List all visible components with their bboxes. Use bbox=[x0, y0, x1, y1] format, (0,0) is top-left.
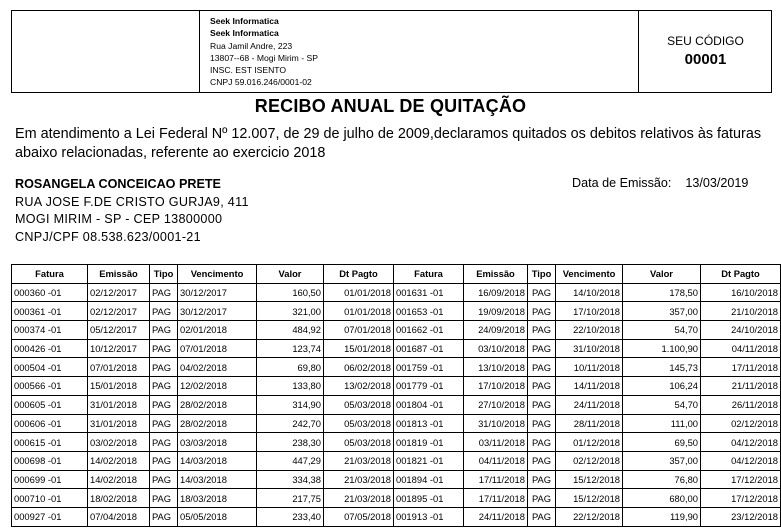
type-cell: PAG bbox=[528, 414, 556, 433]
table-row bbox=[394, 377, 781, 396]
due-date-cell: 17/10/2018 bbox=[556, 302, 623, 321]
table-row bbox=[12, 395, 394, 414]
company-address: Rua Jamil Andre, 223 bbox=[210, 40, 293, 51]
invoice-cell: 000566 -01 bbox=[12, 377, 88, 396]
type-cell: PAG bbox=[150, 377, 178, 396]
company-state-registration: INSC. EST ISENTO bbox=[210, 65, 287, 76]
amount-cell: 314,90 bbox=[257, 395, 324, 414]
due-date-cell: 31/10/2018 bbox=[556, 339, 623, 358]
invoice-cell: 001813 -01 bbox=[394, 414, 464, 433]
client-info bbox=[15, 176, 249, 246]
amount-cell: 69,50 bbox=[623, 433, 701, 452]
column-header: Emissão bbox=[88, 265, 150, 284]
issue-date-cell: 24/09/2018 bbox=[464, 321, 528, 340]
table-row bbox=[394, 489, 781, 508]
payment-date-cell: 04/11/2018 bbox=[701, 339, 781, 358]
amount-cell: 242,70 bbox=[257, 414, 324, 433]
amount-cell: 321,00 bbox=[257, 302, 324, 321]
invoice-table-right bbox=[393, 264, 781, 527]
emission-date-value: 13/03/2019 bbox=[685, 176, 749, 190]
invoice-cell: 001819 -01 bbox=[394, 433, 464, 452]
emission-date bbox=[572, 176, 748, 190]
payment-date-cell: 21/03/2018 bbox=[324, 489, 394, 508]
issue-date-cell: 15/01/2018 bbox=[88, 377, 150, 396]
issue-date-cell: 07/04/2018 bbox=[88, 507, 150, 526]
issue-date-cell: 31/01/2018 bbox=[88, 414, 150, 433]
type-cell: PAG bbox=[528, 395, 556, 414]
type-cell: PAG bbox=[528, 377, 556, 396]
amount-cell: 54,70 bbox=[623, 395, 701, 414]
column-header: Tipo bbox=[528, 265, 556, 284]
company-name: Seek Informatica bbox=[210, 28, 279, 39]
invoice-table-left bbox=[11, 264, 394, 527]
payment-date-cell: 01/01/2018 bbox=[324, 302, 394, 321]
company-name: Seek Informatica bbox=[210, 16, 279, 26]
client-city: MOGI MIRIM - SP - CEP 13800000 bbox=[15, 212, 223, 226]
issue-date-cell: 04/11/2018 bbox=[464, 451, 528, 470]
type-cell: PAG bbox=[528, 283, 556, 302]
amount-cell: 238,30 bbox=[257, 433, 324, 452]
payment-date-cell: 21/11/2018 bbox=[701, 377, 781, 396]
invoice-cell: 000606 -01 bbox=[12, 414, 88, 433]
invoice-cell: 000927 -01 bbox=[12, 507, 88, 526]
table-header-row bbox=[394, 265, 781, 284]
invoice-cell: 000374 -01 bbox=[12, 321, 88, 340]
table-row bbox=[394, 433, 781, 452]
due-date-cell: 14/10/2018 bbox=[556, 283, 623, 302]
client-document: CNPJ/CPF 08.538.623/0001-21 bbox=[15, 229, 201, 244]
column-header: Dt Pagto bbox=[324, 265, 394, 284]
issue-date-cell: 14/02/2018 bbox=[88, 451, 150, 470]
table-row bbox=[12, 433, 394, 452]
company-city: 13807--68 - Mogi Mirim - SP bbox=[210, 52, 318, 63]
table-row bbox=[12, 489, 394, 508]
table-row bbox=[12, 451, 394, 470]
due-date-cell: 24/11/2018 bbox=[556, 395, 623, 414]
invoice-cell: 001913 -01 bbox=[394, 507, 464, 526]
issue-date-cell: 02/12/2017 bbox=[88, 283, 150, 302]
amount-cell: 133,80 bbox=[257, 377, 324, 396]
type-cell: PAG bbox=[528, 358, 556, 377]
issue-date-cell: 17/11/2018 bbox=[464, 470, 528, 489]
amount-cell: 357,00 bbox=[623, 302, 701, 321]
due-date-cell: 01/12/2018 bbox=[556, 433, 623, 452]
invoice-cell: 001894 -01 bbox=[394, 470, 464, 489]
column-header: Valor bbox=[257, 265, 324, 284]
issue-date-cell: 17/11/2018 bbox=[464, 489, 528, 508]
column-header: Fatura bbox=[12, 265, 88, 284]
table-row bbox=[12, 507, 394, 526]
due-date-cell: 14/03/2018 bbox=[178, 451, 257, 470]
invoice-cell: 001821 -01 bbox=[394, 451, 464, 470]
table-row bbox=[394, 414, 781, 433]
payment-date-cell: 26/11/2018 bbox=[701, 395, 781, 414]
table-row bbox=[12, 339, 394, 358]
invoice-cell: 001687 -01 bbox=[394, 339, 464, 358]
issue-date-cell: 05/12/2017 bbox=[88, 321, 150, 340]
due-date-cell: 02/01/2018 bbox=[178, 321, 257, 340]
intro-paragraph: Em atendimento a Lei Federal Nº 12.007, de 29 de julho de 2009,declaramos quitados os debitos relativos às faturas abaixo relacionadas, referente ao exercicio 2018 bbox=[15, 126, 762, 161]
amount-cell: 123,74 bbox=[257, 339, 324, 358]
payment-date-cell: 07/01/2018 bbox=[324, 321, 394, 340]
type-cell: PAG bbox=[150, 395, 178, 414]
payment-date-cell: 23/12/2018 bbox=[701, 507, 781, 526]
emission-date-label: Data de Emissão: bbox=[572, 176, 672, 190]
column-header: Dt Pagto bbox=[701, 265, 781, 284]
amount-cell: 447,29 bbox=[257, 451, 324, 470]
issue-date-cell: 31/10/2018 bbox=[464, 414, 528, 433]
payment-date-cell: 06/02/2018 bbox=[324, 358, 394, 377]
table-row bbox=[12, 414, 394, 433]
invoice-cell: 001779 -01 bbox=[394, 377, 464, 396]
issue-date-cell: 03/10/2018 bbox=[464, 339, 528, 358]
table-row bbox=[394, 339, 781, 358]
company-cnpj: CNPJ 59.016.246/0001-02 bbox=[210, 77, 312, 88]
type-cell: PAG bbox=[150, 283, 178, 302]
amount-cell: 69,80 bbox=[257, 358, 324, 377]
column-header: Tipo bbox=[150, 265, 178, 284]
amount-cell: 76,80 bbox=[623, 470, 701, 489]
customer-code-box bbox=[639, 11, 772, 92]
type-cell: PAG bbox=[150, 339, 178, 358]
table-row bbox=[394, 507, 781, 526]
due-date-cell: 15/12/2018 bbox=[556, 470, 623, 489]
customer-code-label: SEU CÓDIGO bbox=[667, 34, 744, 48]
header-divider bbox=[199, 11, 200, 92]
payment-date-cell: 05/03/2018 bbox=[324, 433, 394, 452]
table-row bbox=[12, 470, 394, 489]
table-row bbox=[12, 377, 394, 396]
issue-date-cell: 18/02/2018 bbox=[88, 489, 150, 508]
payment-date-cell: 02/12/2018 bbox=[701, 414, 781, 433]
due-date-cell: 18/03/2018 bbox=[178, 489, 257, 508]
payment-date-cell: 24/10/2018 bbox=[701, 321, 781, 340]
column-header: Fatura bbox=[394, 265, 464, 284]
amount-cell: 217,75 bbox=[257, 489, 324, 508]
amount-cell: 106,24 bbox=[623, 377, 701, 396]
customer-code-value: 00001 bbox=[684, 51, 727, 68]
invoice-cell: 000615 -01 bbox=[12, 433, 88, 452]
type-cell: PAG bbox=[528, 470, 556, 489]
due-date-cell: 10/11/2018 bbox=[556, 358, 623, 377]
amount-cell: 680,00 bbox=[623, 489, 701, 508]
type-cell: PAG bbox=[528, 489, 556, 508]
issue-date-cell: 31/01/2018 bbox=[88, 395, 150, 414]
invoice-cell: 000710 -01 bbox=[12, 489, 88, 508]
amount-cell: 233,40 bbox=[257, 507, 324, 526]
due-date-cell: 22/12/2018 bbox=[556, 507, 623, 526]
header-box bbox=[11, 10, 772, 93]
payment-date-cell: 15/01/2018 bbox=[324, 339, 394, 358]
table-header-row bbox=[12, 265, 394, 284]
issue-date-cell: 03/11/2018 bbox=[464, 433, 528, 452]
type-cell: PAG bbox=[528, 433, 556, 452]
payment-date-cell: 17/11/2018 bbox=[701, 358, 781, 377]
due-date-cell: 28/11/2018 bbox=[556, 414, 623, 433]
table-row bbox=[12, 358, 394, 377]
payment-date-cell: 13/02/2018 bbox=[324, 377, 394, 396]
type-cell: PAG bbox=[150, 302, 178, 321]
invoice-cell: 000361 -01 bbox=[12, 302, 88, 321]
payment-date-cell: 21/03/2018 bbox=[324, 451, 394, 470]
type-cell: PAG bbox=[150, 321, 178, 340]
invoice-cell: 000504 -01 bbox=[12, 358, 88, 377]
column-header: Vencimento bbox=[178, 265, 257, 284]
client-name: ROSANGELA CONCEICAO PRETE bbox=[15, 177, 221, 191]
due-date-cell: 12/02/2018 bbox=[178, 377, 257, 396]
type-cell: PAG bbox=[528, 507, 556, 526]
type-cell: PAG bbox=[528, 339, 556, 358]
payment-date-cell: 07/05/2018 bbox=[324, 507, 394, 526]
payment-date-cell: 04/12/2018 bbox=[701, 433, 781, 452]
amount-cell: 54,70 bbox=[623, 321, 701, 340]
table-row bbox=[12, 302, 394, 321]
invoice-cell: 000699 -01 bbox=[12, 470, 88, 489]
payment-date-cell: 17/12/2018 bbox=[701, 470, 781, 489]
due-date-cell: 03/03/2018 bbox=[178, 433, 257, 452]
due-date-cell: 14/11/2018 bbox=[556, 377, 623, 396]
due-date-cell: 28/02/2018 bbox=[178, 395, 257, 414]
type-cell: PAG bbox=[528, 321, 556, 340]
type-cell: PAG bbox=[150, 358, 178, 377]
invoice-cell: 000698 -01 bbox=[12, 451, 88, 470]
table-row bbox=[394, 321, 781, 340]
issue-date-cell: 17/10/2018 bbox=[464, 377, 528, 396]
document-title: RECIBO ANUAL DE QUITAÇÃO bbox=[254, 96, 527, 116]
payment-date-cell: 17/12/2018 bbox=[701, 489, 781, 508]
type-cell: PAG bbox=[528, 302, 556, 321]
issue-date-cell: 14/02/2018 bbox=[88, 470, 150, 489]
payment-date-cell: 05/03/2018 bbox=[324, 414, 394, 433]
due-date-cell: 15/12/2018 bbox=[556, 489, 623, 508]
column-header: Emissão bbox=[464, 265, 528, 284]
amount-cell: 160,50 bbox=[257, 283, 324, 302]
invoice-cell: 000360 -01 bbox=[12, 283, 88, 302]
amount-cell: 1.100,90 bbox=[623, 339, 701, 358]
issue-date-cell: 27/10/2018 bbox=[464, 395, 528, 414]
payment-date-cell: 01/01/2018 bbox=[324, 283, 394, 302]
table-row bbox=[394, 283, 781, 302]
issue-date-cell: 10/12/2017 bbox=[88, 339, 150, 358]
invoice-cell: 000605 -01 bbox=[12, 395, 88, 414]
table-row bbox=[394, 451, 781, 470]
due-date-cell: 14/03/2018 bbox=[178, 470, 257, 489]
due-date-cell: 02/12/2018 bbox=[556, 451, 623, 470]
type-cell: PAG bbox=[528, 451, 556, 470]
due-date-cell: 07/01/2018 bbox=[178, 339, 257, 358]
invoice-cell: 001895 -01 bbox=[394, 489, 464, 508]
amount-cell: 111,00 bbox=[623, 414, 701, 433]
issue-date-cell: 16/09/2018 bbox=[464, 283, 528, 302]
amount-cell: 334,38 bbox=[257, 470, 324, 489]
table-row bbox=[12, 283, 394, 302]
type-cell: PAG bbox=[150, 507, 178, 526]
table-row bbox=[394, 470, 781, 489]
amount-cell: 357,00 bbox=[623, 451, 701, 470]
issue-date-cell: 07/01/2018 bbox=[88, 358, 150, 377]
table-row bbox=[394, 302, 781, 321]
due-date-cell: 30/12/2017 bbox=[178, 302, 257, 321]
due-date-cell: 28/02/2018 bbox=[178, 414, 257, 433]
type-cell: PAG bbox=[150, 451, 178, 470]
type-cell: PAG bbox=[150, 470, 178, 489]
amount-cell: 145,73 bbox=[623, 358, 701, 377]
amount-cell: 178,50 bbox=[623, 283, 701, 302]
issue-date-cell: 02/12/2017 bbox=[88, 302, 150, 321]
invoice-cell: 001631 -01 bbox=[394, 283, 464, 302]
invoice-cell: 001653 -01 bbox=[394, 302, 464, 321]
invoice-cell: 001662 -01 bbox=[394, 321, 464, 340]
type-cell: PAG bbox=[150, 414, 178, 433]
payment-date-cell: 21/03/2018 bbox=[324, 470, 394, 489]
issue-date-cell: 19/09/2018 bbox=[464, 302, 528, 321]
table-row bbox=[394, 395, 781, 414]
type-cell: PAG bbox=[150, 433, 178, 452]
client-address: RUA JOSE F.DE CRISTO GURJA9, 411 bbox=[15, 194, 249, 209]
payment-date-cell: 21/10/2018 bbox=[701, 302, 781, 321]
type-cell: PAG bbox=[150, 489, 178, 508]
payment-date-cell: 16/10/2018 bbox=[701, 283, 781, 302]
company-info bbox=[210, 15, 318, 89]
due-date-cell: 22/10/2018 bbox=[556, 321, 623, 340]
invoice-cell: 001759 -01 bbox=[394, 358, 464, 377]
invoice-cell: 001804 -01 bbox=[394, 395, 464, 414]
table-row bbox=[12, 321, 394, 340]
column-header: Valor bbox=[623, 265, 701, 284]
amount-cell: 119,90 bbox=[623, 507, 701, 526]
issue-date-cell: 03/02/2018 bbox=[88, 433, 150, 452]
due-date-cell: 05/05/2018 bbox=[178, 507, 257, 526]
table-row bbox=[394, 358, 781, 377]
payment-date-cell: 05/03/2018 bbox=[324, 395, 394, 414]
payment-date-cell: 04/12/2018 bbox=[701, 451, 781, 470]
column-header: Vencimento bbox=[556, 265, 623, 284]
issue-date-cell: 24/11/2018 bbox=[464, 507, 528, 526]
invoice-cell: 000426 -01 bbox=[12, 339, 88, 358]
issue-date-cell: 13/10/2018 bbox=[464, 358, 528, 377]
due-date-cell: 30/12/2017 bbox=[178, 283, 257, 302]
due-date-cell: 04/02/2018 bbox=[178, 358, 257, 377]
amount-cell: 484,92 bbox=[257, 321, 324, 340]
